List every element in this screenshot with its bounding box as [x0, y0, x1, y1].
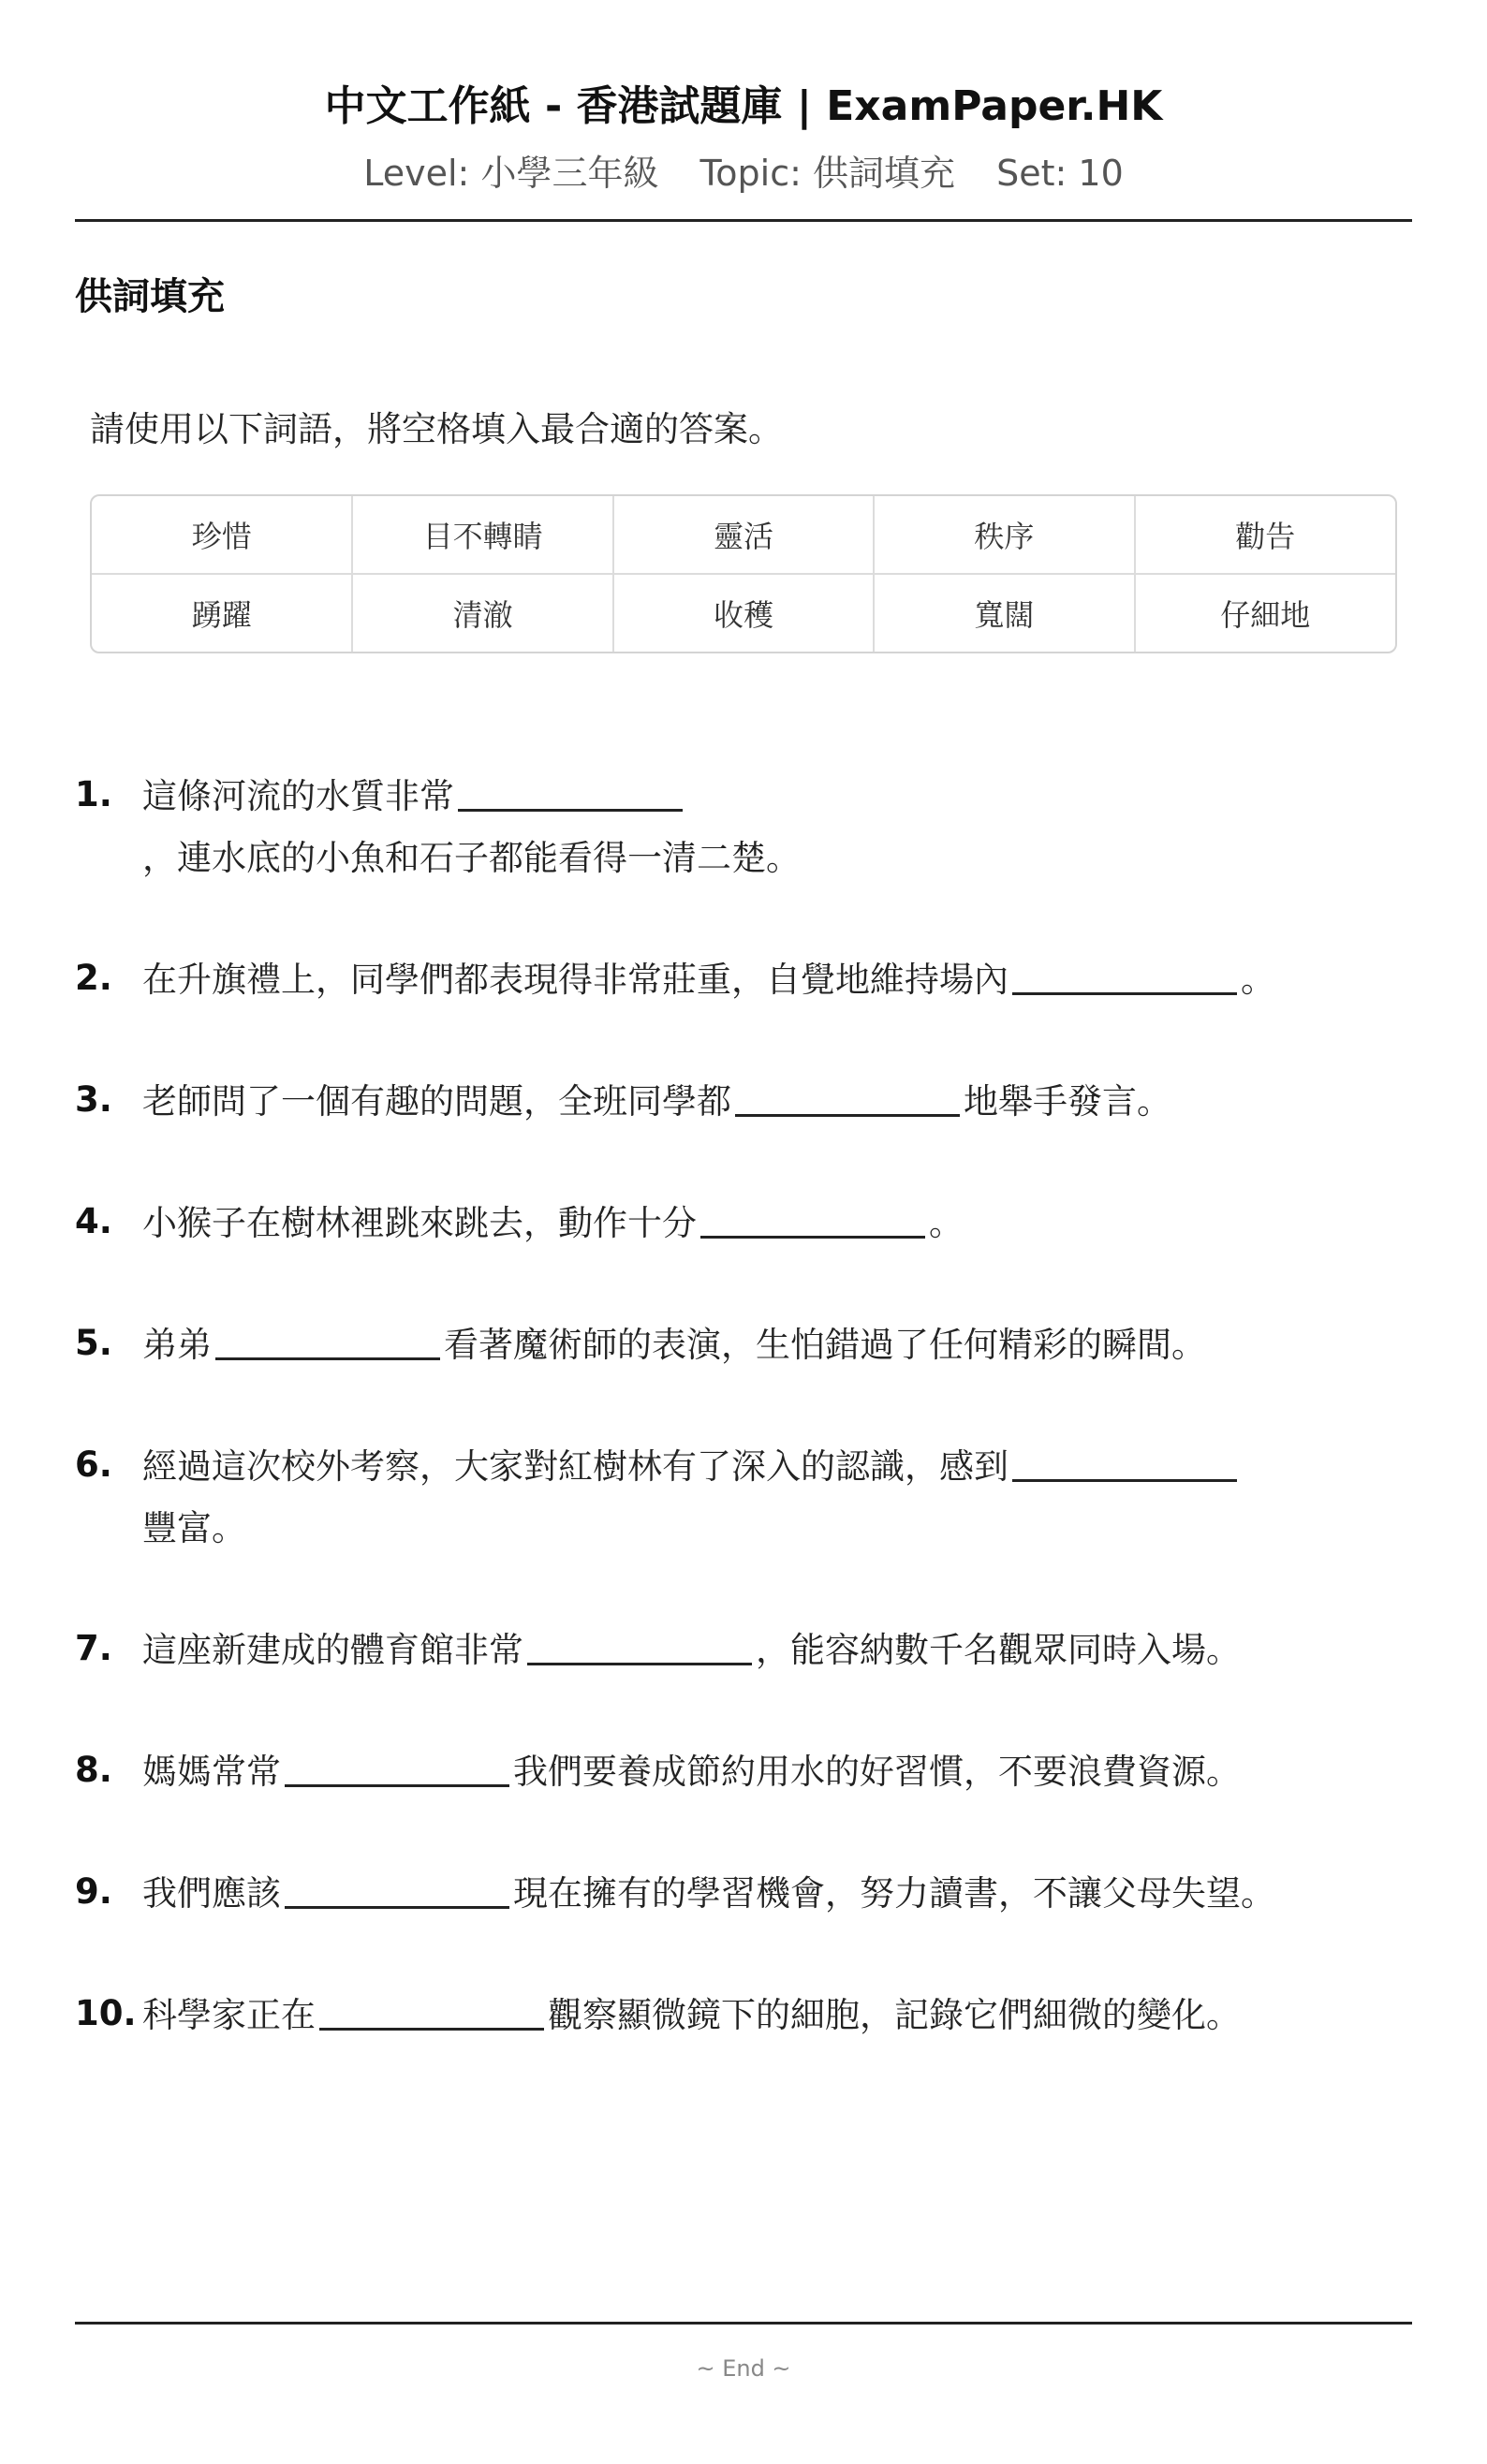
question-text	[142, 1739, 1388, 1803]
question-text	[142, 1313, 1388, 1376]
question-text-after: 觀察顯微鏡下的細胞，記錄它們細微的變化。	[548, 1994, 1241, 2035]
word-bank-cell: 踴躍	[92, 574, 352, 652]
word-bank-table	[92, 496, 1395, 652]
word-bank	[90, 494, 1397, 653]
question-text-before: 小猴子在樹林裡跳來跳去，動作十分	[142, 1202, 697, 1243]
word-bank-row	[92, 574, 1395, 652]
question-list	[75, 764, 1412, 2046]
question-text-before: 這條河流的水質非常	[142, 775, 454, 816]
answer-blank[interactable]	[458, 764, 683, 812]
question-text-before: 這座新建成的體育館非常	[142, 1629, 523, 1670]
question-number: 9.	[75, 1870, 112, 1912]
word-bank-cell: 靈活	[613, 496, 874, 574]
question-text	[142, 1861, 1388, 1925]
footer-end-text: ~ End ~	[696, 2355, 791, 2382]
level-label: Level: 小學三年級	[363, 152, 659, 194]
instruction-text: 請使用以下詞語，將空格填入最合適的答案。	[90, 409, 783, 450]
question-number: 7.	[75, 1627, 112, 1668]
answer-blank[interactable]	[319, 1983, 544, 2031]
answer-blank[interactable]	[1012, 947, 1237, 995]
question-text-after: ，能容納數千名觀眾同時入場。	[756, 1629, 1241, 1670]
answer-blank[interactable]	[700, 1191, 925, 1239]
question-item	[75, 1313, 1412, 1376]
question-number: 6.	[75, 1444, 112, 1485]
answer-blank[interactable]	[285, 1861, 509, 1909]
word-bank-row	[92, 496, 1395, 574]
question-text-after: 現在擁有的學習機會，努力讀書，不讓父母失望。	[513, 1872, 1275, 1914]
question-item	[75, 1434, 1412, 1560]
header-divider	[75, 219, 1412, 222]
question-text	[142, 764, 1388, 889]
question-text	[142, 1069, 1388, 1133]
page-title: 中文工作紙 - 香港試題庫 | ExamPaper.HK	[324, 82, 1163, 130]
question-number: 10.	[75, 1992, 137, 2033]
question-text-after: 地舉手發言。	[964, 1080, 1171, 1122]
question-text-before: 老師問了一個有趣的問題，全班同學都	[142, 1080, 731, 1122]
question-text-after: 豐富。	[142, 1507, 246, 1548]
question-text-before: 弟弟	[142, 1324, 212, 1365]
question-item	[75, 1739, 1412, 1803]
answer-blank[interactable]	[735, 1069, 960, 1117]
question-number: 8.	[75, 1749, 112, 1790]
answer-blank[interactable]	[1012, 1434, 1237, 1482]
word-bank-cell: 目不轉睛	[352, 496, 612, 574]
question-item	[75, 1983, 1412, 2046]
question-text	[142, 1191, 1388, 1254]
question-text-before: 經過這次校外考察，大家對紅樹林有了深入的認識，感到	[142, 1445, 1009, 1487]
word-bank-cell: 珍惜	[92, 496, 352, 574]
question-item	[75, 1069, 1412, 1133]
question-number: 3.	[75, 1078, 112, 1120]
question-item	[75, 947, 1412, 1011]
question-text-before: 我們應該	[142, 1872, 281, 1914]
question-text	[142, 1983, 1388, 2046]
word-bank-cell: 寬闊	[874, 574, 1134, 652]
question-text-after: 看著魔術師的表演，生怕錯過了任何精彩的瞬間。	[444, 1324, 1206, 1365]
word-bank-cell: 秩序	[874, 496, 1134, 574]
question-text-before: 媽媽常常	[142, 1751, 281, 1792]
question-item	[75, 1861, 1412, 1925]
question-text-after: ，連水底的小魚和石子都能看得一清二楚。	[142, 837, 801, 878]
topic-label: Topic: 供詞填充	[699, 152, 956, 194]
question-text-after: 我們要養成節約用水的好習慣，不要浪費資源。	[513, 1751, 1241, 1792]
question-item	[75, 1191, 1412, 1254]
footer-divider	[75, 2322, 1412, 2325]
word-bank-cell: 勸告	[1135, 496, 1395, 574]
word-bank-cell: 清澈	[352, 574, 612, 652]
question-text-after: 。	[1241, 959, 1275, 1000]
question-number: 1.	[75, 773, 112, 814]
worksheet-header	[75, 0, 1412, 222]
answer-blank[interactable]	[215, 1313, 440, 1360]
question-text	[142, 1618, 1388, 1681]
answer-blank[interactable]	[527, 1618, 752, 1665]
question-item	[75, 764, 1412, 889]
question-text-before: 科學家正在	[142, 1994, 316, 2035]
question-text-after: 。	[929, 1202, 964, 1243]
question-text-before: 在升旗禮上，同學們都表現得非常莊重，自覺地維持場內	[142, 959, 1009, 1000]
worksheet-meta	[75, 153, 1412, 196]
question-item	[75, 1618, 1412, 1681]
question-text	[142, 947, 1388, 1011]
set-label: Set: 10	[996, 152, 1124, 194]
question-text	[142, 1434, 1388, 1560]
word-bank-cell: 仔細地	[1220, 596, 1311, 633]
question-number: 5.	[75, 1322, 112, 1363]
question-number: 2.	[75, 957, 112, 998]
word-bank-cell: 收穫	[613, 574, 874, 652]
question-number: 4.	[75, 1200, 112, 1241]
section-title: 供詞填充	[75, 275, 225, 319]
answer-blank[interactable]	[285, 1739, 509, 1787]
